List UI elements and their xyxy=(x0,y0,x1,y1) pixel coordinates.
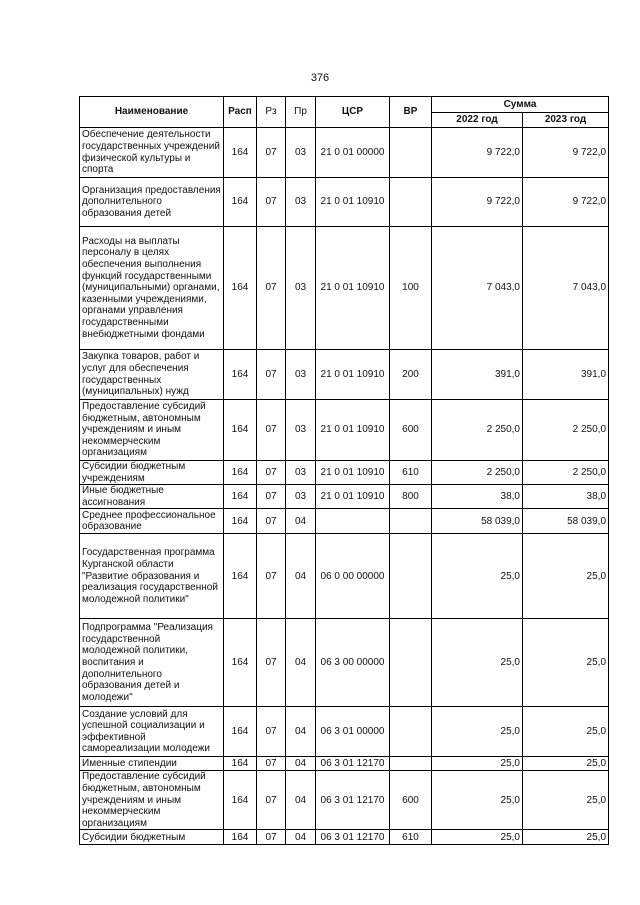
row-sum-2023: 58 039,0 xyxy=(523,509,609,534)
row-csr: 21 0 01 10910 xyxy=(316,350,390,400)
row-rz: 07 xyxy=(257,461,286,485)
row-rz: 07 xyxy=(257,771,286,830)
row-sum-2023: 9 722,0 xyxy=(523,128,609,178)
row-vr xyxy=(390,619,432,707)
row-sum-2023: 25,0 xyxy=(523,619,609,707)
row-sum-2022: 9 722,0 xyxy=(432,128,523,178)
row-name: Иные бюджетные ассигнования xyxy=(80,485,224,509)
row-vr: 800 xyxy=(390,485,432,509)
row-sum-2023: 2 250,0 xyxy=(523,400,609,461)
table-row xyxy=(80,128,609,178)
header-rasp: Расп xyxy=(224,97,257,128)
row-sum-2022: 25,0 xyxy=(432,830,523,845)
table-row xyxy=(80,350,609,400)
row-rz: 07 xyxy=(257,830,286,845)
row-vr xyxy=(390,707,432,757)
header-rz: Рз xyxy=(257,97,286,128)
row-name: Субсидии бюджетным xyxy=(80,830,224,845)
row-rasp: 164 xyxy=(224,771,257,830)
row-name: Подпрограмма "Реализация государственной молодежной политики, воспитания и дополнительного образования детей и молодежи" xyxy=(80,619,224,707)
row-name: Государственная программа Курганской области "Развитие образования и реализация государственной молодежной политики" xyxy=(80,534,224,619)
row-vr xyxy=(390,757,432,771)
row-rasp: 164 xyxy=(224,227,257,350)
header-vr: ВР xyxy=(390,97,432,128)
row-csr: 06 3 01 12170 xyxy=(316,757,390,771)
row-name: Организация предоставления дополнительного образования детей xyxy=(80,178,224,227)
row-pr: 04 xyxy=(286,534,316,619)
row-sum-2023: 9 722,0 xyxy=(523,178,609,227)
row-sum-2023: 25,0 xyxy=(523,707,609,757)
row-pr: 03 xyxy=(286,461,316,485)
row-csr: 06 3 01 12170 xyxy=(316,771,390,830)
row-pr: 04 xyxy=(286,771,316,830)
row-pr: 03 xyxy=(286,350,316,400)
row-pr: 04 xyxy=(286,509,316,534)
row-rasp: 164 xyxy=(224,830,257,845)
row-rasp: 164 xyxy=(224,509,257,534)
row-sum-2022: 391,0 xyxy=(432,350,523,400)
row-rasp: 164 xyxy=(224,350,257,400)
row-sum-2022: 7 043,0 xyxy=(432,227,523,350)
row-name: Обеспечение деятельности государственных учреждений физической культуры и спорта xyxy=(80,128,224,178)
row-pr: 04 xyxy=(286,830,316,845)
row-name: Закупка товаров, работ и услуг для обеспечения государственных (муниципальных) нужд xyxy=(80,350,224,400)
row-rz: 07 xyxy=(257,227,286,350)
row-sum-2022: 2 250,0 xyxy=(432,461,523,485)
row-name: Предоставление субсидий бюджетным, автономным учреждениям и иным некоммерческим организациям xyxy=(80,400,224,461)
row-pr: 03 xyxy=(286,400,316,461)
row-pr: 04 xyxy=(286,707,316,757)
table-row xyxy=(80,830,609,845)
row-sum-2023: 38,0 xyxy=(523,485,609,509)
row-sum-2023: 25,0 xyxy=(523,830,609,845)
row-sum-2022: 25,0 xyxy=(432,757,523,771)
row-name: Создание условий для успешной социализации и эффективной самореализации молодежи xyxy=(80,707,224,757)
row-pr: 03 xyxy=(286,227,316,350)
row-rasp: 164 xyxy=(224,619,257,707)
row-csr: 06 3 01 12170 xyxy=(316,830,390,845)
table-row xyxy=(80,619,609,707)
row-rz: 07 xyxy=(257,178,286,227)
row-vr: 610 xyxy=(390,830,432,845)
row-csr xyxy=(316,509,390,534)
row-vr: 100 xyxy=(390,227,432,350)
row-sum-2023: 25,0 xyxy=(523,771,609,830)
row-rasp: 164 xyxy=(224,178,257,227)
page-number: 376 xyxy=(310,72,330,84)
header-pr: Пр xyxy=(286,97,316,128)
row-rasp: 164 xyxy=(224,757,257,771)
row-rasp: 164 xyxy=(224,461,257,485)
row-name: Именные стипендии xyxy=(80,757,224,771)
row-rz: 07 xyxy=(257,400,286,461)
row-csr: 21 0 01 10910 xyxy=(316,485,390,509)
row-rasp: 164 xyxy=(224,707,257,757)
row-name: Среднее профессиональное образование xyxy=(80,509,224,534)
header-2023: 2023 год xyxy=(523,113,609,128)
row-rasp: 164 xyxy=(224,485,257,509)
row-csr: 21 0 01 10910 xyxy=(316,178,390,227)
row-csr: 21 0 01 00000 xyxy=(316,128,390,178)
table-row xyxy=(80,771,609,830)
table-row xyxy=(80,227,609,350)
row-sum-2022: 25,0 xyxy=(432,534,523,619)
row-vr xyxy=(390,128,432,178)
row-rz: 07 xyxy=(257,128,286,178)
row-sum-2022: 25,0 xyxy=(432,707,523,757)
row-sum-2023: 2 250,0 xyxy=(523,461,609,485)
row-sum-2023: 391,0 xyxy=(523,350,609,400)
row-csr: 06 0 00 00000 xyxy=(316,534,390,619)
row-rz: 07 xyxy=(257,534,286,619)
row-pr: 03 xyxy=(286,128,316,178)
row-vr xyxy=(390,509,432,534)
row-rasp: 164 xyxy=(224,128,257,178)
row-rz: 07 xyxy=(257,485,286,509)
row-name: Предоставление субсидий бюджетным, автономным учреждениям и иным некоммерческим организациям xyxy=(80,771,224,830)
row-csr: 06 3 00 00000 xyxy=(316,619,390,707)
row-vr: 200 xyxy=(390,350,432,400)
row-sum-2022: 25,0 xyxy=(432,771,523,830)
table-row xyxy=(80,707,609,757)
row-rz: 07 xyxy=(257,757,286,771)
row-name: Субсидии бюджетным учреждениям xyxy=(80,461,224,485)
row-sum-2022: 9 722,0 xyxy=(432,178,523,227)
row-csr: 21 0 01 10910 xyxy=(316,227,390,350)
header-2022: 2022 год xyxy=(432,113,523,128)
row-pr: 04 xyxy=(286,757,316,771)
header-csr: ЦСР xyxy=(316,97,390,128)
row-sum-2023: 25,0 xyxy=(523,757,609,771)
table-row xyxy=(80,400,609,461)
row-name: Расходы на выплаты персоналу в целях обеспечения выполнения функций государственными (муниципальными) органами, казенными учреждениями, органами управления государственными внебюджетными фондами xyxy=(80,227,224,350)
budget-table xyxy=(79,96,609,845)
row-pr: 04 xyxy=(286,619,316,707)
table-row xyxy=(80,509,609,534)
row-pr: 03 xyxy=(286,485,316,509)
row-pr: 03 xyxy=(286,178,316,227)
row-rz: 07 xyxy=(257,350,286,400)
row-vr: 600 xyxy=(390,400,432,461)
table-row xyxy=(80,485,609,509)
row-rz: 07 xyxy=(257,707,286,757)
header-sum: Сумма xyxy=(432,97,609,113)
table-row xyxy=(80,461,609,485)
row-sum-2022: 38,0 xyxy=(432,485,523,509)
row-sum-2022: 2 250,0 xyxy=(432,400,523,461)
header-name: Наименование xyxy=(80,97,224,128)
row-rz: 07 xyxy=(257,509,286,534)
row-csr: 21 0 01 10910 xyxy=(316,400,390,461)
table-row xyxy=(80,178,609,227)
row-vr: 610 xyxy=(390,461,432,485)
row-rasp: 164 xyxy=(224,400,257,461)
row-vr: 600 xyxy=(390,771,432,830)
row-vr xyxy=(390,178,432,227)
row-sum-2023: 25,0 xyxy=(523,534,609,619)
row-rz: 07 xyxy=(257,619,286,707)
row-csr: 21 0 01 10910 xyxy=(316,461,390,485)
row-rasp: 164 xyxy=(224,534,257,619)
row-sum-2023: 7 043,0 xyxy=(523,227,609,350)
row-csr: 06 3 01 00000 xyxy=(316,707,390,757)
table-row xyxy=(80,757,609,771)
row-vr xyxy=(390,534,432,619)
table-row xyxy=(80,534,609,619)
row-sum-2022: 25,0 xyxy=(432,619,523,707)
row-sum-2022: 58 039,0 xyxy=(432,509,523,534)
